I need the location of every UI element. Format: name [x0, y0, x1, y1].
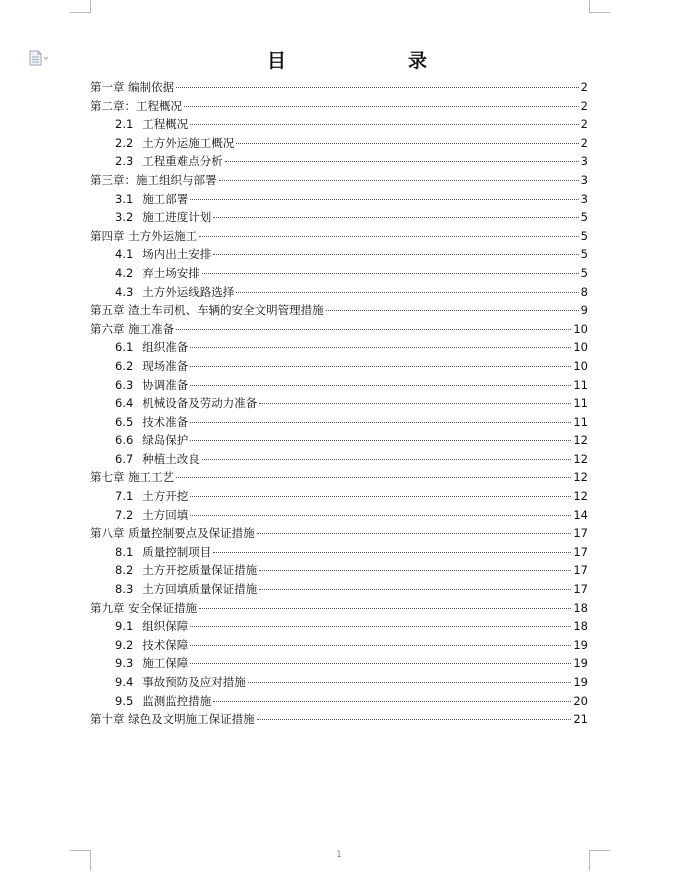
toc-page-number: 11 — [573, 396, 588, 411]
toc-page-number: 14 — [573, 507, 588, 522]
toc-page-number: 2 — [580, 135, 588, 150]
toc-leader-dots — [202, 459, 572, 460]
toc-page-number: 9 — [580, 303, 588, 318]
toc-entry-label: 施工进度计划 — [142, 210, 212, 225]
toc-chapter-entry[interactable] — [90, 97, 588, 116]
toc-entry-title — [90, 524, 255, 543]
toc-page-number: 2 — [580, 80, 588, 94]
toc-section-entry[interactable] — [90, 543, 588, 562]
toc-entry-label: 第四章 土方外运施工 — [90, 228, 198, 243]
toc-leader-dots — [190, 422, 571, 423]
toc-entry-title — [115, 617, 188, 636]
toc-entry-title — [115, 654, 188, 673]
toc-entry-title — [115, 264, 200, 283]
toc-leader-dots — [190, 199, 578, 200]
toc-page-number: 3 — [580, 154, 588, 169]
toc-chapter-entry[interactable] — [90, 320, 588, 339]
toc-entry-label: 第三章：施工组织与部署 — [90, 172, 217, 187]
toc-page-number: 12 — [573, 489, 588, 504]
toc-entry-number: 8.2 — [115, 563, 134, 578]
toc-entry-label: 技术准备 — [142, 414, 189, 429]
toc-entry-title — [90, 301, 324, 320]
toc-entry-label: 质量控制项目 — [142, 544, 212, 559]
toc-section-entry[interactable] — [90, 617, 588, 636]
toc-section-entry[interactable] — [90, 115, 588, 134]
toc-entry-label: 土方回填质量保证措施 — [142, 582, 258, 597]
toc-page-number: 19 — [573, 675, 588, 689]
toc-section-entry[interactable] — [90, 152, 588, 171]
toc-page-number: 17 — [573, 563, 588, 578]
toc-page-number: 10 — [573, 358, 588, 373]
toc-entry-label: 土方开挖 — [142, 489, 189, 504]
toc-entry-label: 施工保障 — [142, 656, 189, 671]
toc-entry-label: 监测监控措施 — [142, 693, 212, 708]
toc-leader-dots — [190, 496, 571, 497]
toc-entry-title — [115, 506, 188, 525]
toc-section-entry[interactable] — [90, 561, 588, 580]
toc-entry-title — [115, 394, 257, 413]
toc-entry-label: 第一章 编制依据 — [90, 80, 175, 94]
toc-chapter-entry[interactable] — [90, 468, 588, 487]
toc-entry-number: 6.7 — [115, 451, 134, 466]
toc-entry-number: 9.2 — [115, 637, 134, 652]
toc-leader-dots — [326, 310, 579, 311]
toc-leader-dots — [190, 385, 571, 386]
toc-entry-number: 6.3 — [115, 377, 134, 392]
toc-entry-number: 6.5 — [115, 414, 134, 429]
toc-page-number: 21 — [573, 712, 588, 727]
toc-entry-label: 土方外运施工概况 — [142, 135, 235, 150]
toc-section-entry[interactable] — [90, 134, 588, 153]
toc-page-number: 2 — [580, 117, 588, 132]
toc-leader-dots — [213, 552, 571, 553]
toc-page-number: 3 — [580, 191, 588, 206]
toc-page-number: 10 — [573, 340, 588, 355]
toc-entry-label: 第六章 施工准备 — [90, 321, 175, 336]
toc-leader-dots — [259, 403, 571, 404]
toc-leader-dots — [213, 701, 571, 702]
toc-entry-label: 组织准备 — [142, 340, 189, 355]
toc-entry-title — [115, 357, 188, 376]
toc-entry-number: 8.3 — [115, 582, 134, 597]
toc-leader-dots — [199, 236, 579, 237]
toc-page-number: 18 — [573, 619, 588, 634]
toc-entry-label: 第八章 质量控制要点及保证措施 — [90, 526, 255, 541]
toc-leader-dots — [257, 719, 572, 720]
toc-section-entry[interactable] — [90, 190, 588, 209]
toc-entry-title — [115, 338, 188, 357]
toc-section-entry[interactable] — [90, 208, 588, 227]
toc-page-number: 2 — [580, 98, 588, 113]
toc-entry-title — [115, 208, 211, 227]
toc-entry-number: 9.4 — [115, 675, 134, 689]
toc-entry-number: 2.2 — [115, 135, 134, 150]
toc-chapter-entry[interactable] — [90, 599, 588, 618]
toc-entry-title — [90, 97, 182, 116]
toc-entry-title — [90, 710, 255, 729]
toc-entry-number: 6.4 — [115, 396, 134, 411]
toc-chapter-entry[interactable] — [90, 227, 588, 246]
toc-entry-number: 3.1 — [115, 191, 134, 206]
toc-entry-label: 土方开挖质量保证措施 — [142, 563, 258, 578]
toc-leader-dots — [190, 366, 571, 367]
toc-entry-label: 事故预防及应对措施 — [142, 675, 246, 689]
toc-entry-title — [90, 468, 174, 487]
toc-entry-label: 协调准备 — [142, 377, 189, 392]
toc-entry-title — [115, 450, 200, 469]
toc-section-entry[interactable] — [90, 673, 588, 692]
toc-leader-dots — [236, 143, 578, 144]
toc-entry-label: 技术保障 — [142, 637, 189, 652]
toc-entry-title — [115, 673, 246, 692]
toc-entry-title — [115, 543, 211, 562]
toc-leader-dots — [213, 254, 578, 255]
toc-leader-dots — [176, 329, 571, 330]
toc-leader-dots — [190, 645, 571, 646]
toc-entry-title — [115, 580, 257, 599]
toc-entry-number: 6.6 — [115, 433, 134, 448]
toc-entry-number: 4.2 — [115, 265, 134, 280]
toc-entry-label: 第五章 渣土车司机、车辆的安全文明管理措施 — [90, 303, 324, 318]
toc-chapter-entry[interactable] — [90, 524, 588, 543]
toc-page-number: 5 — [580, 265, 588, 280]
toc-entry-label: 工程概况 — [142, 117, 189, 132]
toc-page-number: 3 — [580, 172, 588, 187]
toc-entry-label: 第九章 安全保证措施 — [90, 600, 198, 615]
toc-entry-title — [115, 283, 234, 302]
crop-mark-top-left — [70, 0, 91, 13]
toc-leader-dots — [176, 87, 579, 88]
toc-page-number: 17 — [573, 544, 588, 559]
toc-chapter-entry[interactable] — [90, 301, 588, 320]
toc-leader-dots — [259, 570, 571, 571]
toc-section-entry[interactable] — [90, 283, 588, 302]
toc-entry-title — [115, 115, 188, 134]
toc-entry-title — [90, 78, 174, 97]
toc-entry-label: 第七章 施工工艺 — [90, 470, 175, 485]
toc-leader-dots — [190, 124, 578, 125]
toc-entry-label: 第二章：工程概况 — [90, 98, 182, 113]
toc-leader-dots — [236, 292, 578, 293]
toc-entry-number: 6.1 — [115, 340, 134, 355]
toc-entry-label: 土方外运线路选择 — [142, 284, 235, 299]
toc-section-entry[interactable] — [90, 413, 588, 432]
toc-leader-dots — [190, 515, 571, 516]
toc-leader-dots — [190, 626, 571, 627]
toc-page-number: 19 — [573, 637, 588, 652]
toc-entry-number: 9.5 — [115, 693, 134, 708]
toc-entry-label: 组织保障 — [142, 619, 189, 634]
toc-section-entry[interactable] — [90, 394, 588, 413]
toc-entry-label: 土方回填 — [142, 507, 189, 522]
toc-entry-number: 9.3 — [115, 656, 134, 671]
toc-page-number: 10 — [573, 321, 588, 336]
page-title: 目 录 — [266, 50, 455, 72]
toc-page-number: 5 — [580, 247, 588, 262]
page-number: 1 — [336, 850, 342, 860]
toc-section-entry[interactable] — [90, 636, 588, 655]
toc-entry-number: 4.3 — [115, 284, 134, 299]
toc-page-number: 5 — [580, 210, 588, 225]
toc-entry-title — [90, 320, 174, 339]
toc-leader-dots — [176, 477, 571, 478]
toc-page-number: 17 — [573, 526, 588, 541]
toc-entry-title — [115, 376, 188, 395]
toc-section-entry[interactable] — [90, 450, 588, 469]
toc-section-entry[interactable] — [90, 376, 588, 395]
toc-leader-dots — [225, 161, 579, 162]
toc-entry-label: 工程重难点分析 — [142, 154, 223, 169]
toc-entry-title — [115, 413, 188, 432]
toc-entry-number: 8.1 — [115, 544, 134, 559]
toc-page-number: 5 — [580, 228, 588, 243]
toc-section-entry[interactable] — [90, 692, 588, 711]
toc-entry-number: 7.1 — [115, 489, 134, 504]
toc-page-number: 18 — [573, 600, 588, 615]
table-of-contents — [90, 78, 588, 729]
toc-leader-dots — [213, 217, 578, 218]
toc-section-entry[interactable] — [90, 245, 588, 264]
toc-entry-title — [115, 134, 234, 153]
toc-section-entry[interactable] — [90, 357, 588, 376]
toc-entry-number: 6.2 — [115, 358, 134, 373]
toc-page-number: 12 — [573, 451, 588, 466]
toc-page-number: 20 — [573, 693, 588, 708]
toc-leader-dots — [248, 682, 572, 683]
toc-entry-number: 4.1 — [115, 247, 134, 262]
toc-section-entry[interactable] — [90, 264, 588, 283]
toc-entry-label: 第十章 绿色及文明施工保证措施 — [90, 712, 255, 727]
toc-entry-label: 现场准备 — [142, 358, 189, 373]
toc-entry-title — [90, 599, 197, 618]
toc-entry-title — [90, 227, 197, 246]
toc-entry-title — [115, 190, 188, 209]
toc-page-number: 8 — [580, 284, 588, 299]
toc-leader-dots — [219, 180, 579, 181]
toc-leader-dots — [190, 347, 571, 348]
toc-entry-number: 2.1 — [115, 117, 134, 132]
toc-entry-label: 场内出土安排 — [142, 247, 212, 262]
toc-entry-number: 3.2 — [115, 210, 134, 225]
toc-section-entry[interactable] — [90, 506, 588, 525]
toc-leader-dots — [259, 589, 571, 590]
toc-entry-number: 7.2 — [115, 507, 134, 522]
toc-chapter-entry[interactable] — [90, 171, 588, 190]
toc-section-entry[interactable] — [90, 580, 588, 599]
toc-page-number: 11 — [573, 414, 588, 429]
toc-entry-title — [115, 561, 257, 580]
toc-leader-dots — [190, 440, 571, 441]
toc-page-number: 11 — [573, 377, 588, 392]
toc-entry-label: 弃土场安排 — [142, 265, 200, 280]
toc-entry-title — [115, 692, 211, 711]
toc-chapter-entry[interactable] — [90, 78, 588, 97]
toc-leader-dots — [190, 663, 571, 664]
toc-entry-number: 2.3 — [115, 154, 134, 169]
toc-leader-dots — [184, 106, 579, 107]
toc-page-number: 12 — [573, 433, 588, 448]
toc-entry-title — [115, 636, 188, 655]
toc-entry-label: 机械设备及劳动力准备 — [142, 396, 258, 411]
toc-entry-title — [90, 171, 217, 190]
toc-section-entry[interactable] — [90, 487, 588, 506]
toc-page-number: 17 — [573, 582, 588, 597]
toc-section-entry[interactable] — [90, 431, 588, 450]
toc-section-entry[interactable] — [90, 654, 588, 673]
toc-entry-title — [115, 487, 188, 506]
toc-chapter-entry[interactable] — [90, 710, 588, 729]
toc-entry-title — [115, 152, 223, 171]
toc-leader-dots — [202, 273, 579, 274]
toc-leader-dots — [199, 608, 571, 609]
toc-entry-number: 9.1 — [115, 619, 134, 634]
toc-entry-title — [115, 245, 211, 264]
toc-entry-title — [115, 431, 188, 450]
toc-page-number: 12 — [573, 470, 588, 485]
toc-section-entry[interactable] — [90, 338, 588, 357]
toc-entry-label: 绿岛保护 — [142, 433, 189, 448]
crop-mark-top-right — [589, 0, 610, 13]
toc-entry-label: 施工部署 — [142, 191, 189, 206]
toc-entry-label: 种植土改良 — [142, 451, 200, 466]
toc-page-number: 19 — [573, 656, 588, 671]
toc-leader-dots — [257, 533, 572, 534]
